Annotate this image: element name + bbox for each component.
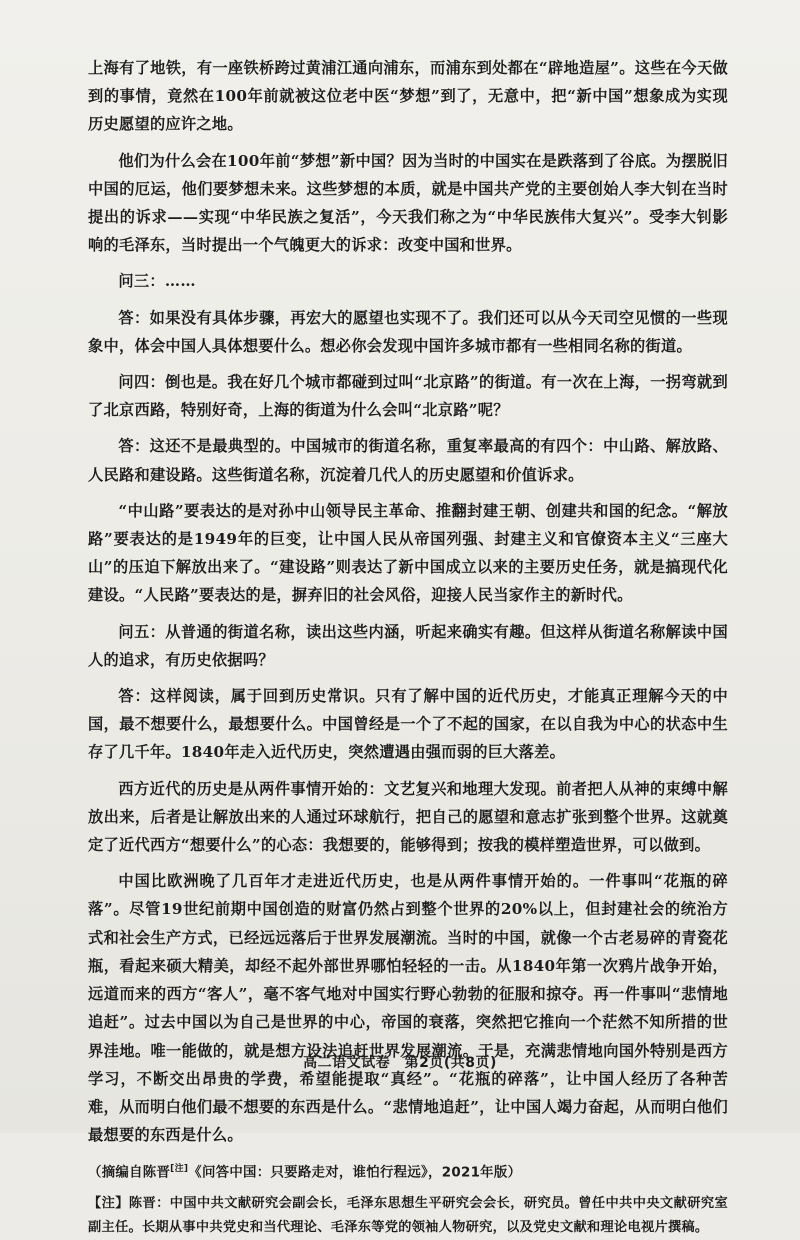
- paragraph: 他们为什么会在100年前“梦想”新中国？因为当时的中国实在是跌落到了谷底。为摆脱旧中国的厄运，他们要梦想未来。这些梦想的本质，就是中国共产党的主要创始人李大钊在当时提出的诉求——实现“中华民族之复活”，今天我们称之为“中华民族伟大复兴”。受李大钊影响的毛泽东，当时提出一个气魄更大的诉求：改变中国和世界。: [88, 151, 728, 255]
- question-4: 问四：倒也是。我在好几个城市都碰到过叫“北京路”的街道。有一次在上海，一拐弯就到了北京西路，特别好奇，上海的街道为什么会叫“北京路”呢？: [88, 373, 728, 420]
- paragraph: 上海有了地铁，有一座铁桥跨过黄浦江通向浦东，而浦东到处都在“辟地造屋”。这些在今天做到的事情，竟然在100年前就被这位老中医“梦想”到了，无意中，把“新中国”想象成为实现历史愿望的应许之地。: [88, 59, 728, 134]
- answer-5: 答：这样阅读，属于回到历史常识。只有了解中国的近代历史，才能真正理解今天的中国，最不想要什么，最想要什么。中国曾经是一个了不起的国家，在以自我为中心的状态中生存了几千年。1840年走入近代历史，突然遭遇由强而弱的巨大落差。: [88, 687, 728, 762]
- source-citation: [88, 1155, 728, 1188]
- answer-3: 答：如果没有具体步骤，再宏大的愿望也实现不了。我们还可以从今天司空见惯的一些现象中，体会中国人具体想要什么。想必你会发现中国许多城市都有一些相同名称的街道。: [88, 308, 728, 355]
- paragraph: 中国比欧洲晚了几百年才走进近代历史，也是从两件事情开始的。一件事叫“花瓶的碎落”。尽管19世纪前期中国创造的财富仍然占到整个世界的20%以上，但封建社会的统治方式和社会生产方式，已经远远落后于世界发展潮流。当时的中国，就像一个古老易碎的青瓷花瓶，看起来硕大精美，却经不起外部世界哪怕轻轻的一击。从1840年第一次鸦片战争开始，远道而来的西方“客人”，毫不客气地对中国实行野心勃勃的征服和掠夺。再一件事叫“悲情地追赶”。过去中国以为自己是世界的中心，帝国的衰落，突然把它推向一个茫然不知所措的世界洼地。唯一能做的，就是想方设法追赶世界发展潮流。于是，充满悲情地向国外特别是西方学习，不断交出昂贵的学费，希望能提取“真经”。“花瓶的碎落”，让中国人经历了各种苦难，从而明白他们最不想要的东西是什么。“悲情地追赶”，让中国人竭力奋起，从而明白他们最想要的东西是什么。: [88, 872, 728, 1145]
- source-title: 《问答中国：只要路走对，谁怕行程远》，2021年版）: [188, 1165, 522, 1181]
- page-footer: 高二语文试卷 第2页(共8页): [303, 1055, 497, 1071]
- note-mark: [注]: [170, 1164, 189, 1175]
- question-5: 问五：从普通的街道名称，读出这些内涵，听起来确实有趣。但这样从街道名称解读中国人的追求，有历史依据吗？: [88, 622, 728, 669]
- paragraph: “中山路”要表达的是对孙中山领导民主革命、推翻封建王朝、创建共和国的纪念。“解放路”要表达的是1949年的巨变，让中国人民从帝国列强、封建主义和官僚资本主义“三座大山”的压迫下解放出来了。“建设路”则表达了新中国成立以来的主要历史任务，就是搞现代化建设。“人民路”要表达的是，摒弃旧的社会风俗，迎接人民当家作主的新时代。: [88, 501, 728, 605]
- source-prefix: （摘编自陈晋: [88, 1165, 171, 1181]
- paragraph: 西方近代的历史是从两件事情开始的：文艺复兴和地理大发现。前者把人从神的束缚中解放出来，后者是让解放出来的人通过环球航行，把自己的愿望和意志扩张到整个世界。这就奠定了近代西方“想要什么”的心态：我想要的，能够得到；按我的模样塑造世界，可以做到。: [88, 779, 728, 855]
- author-note: 【注】陈晋：中国中共文献研究会副会长，毛泽东思想生平研究会会长，研究员。曾任中共中央文献研究室副主任。长期从事中共党史和当代理论、毛泽东等党的领袖人物研究，以及党史文献和理论电视片撰稿。: [88, 1195, 728, 1235]
- question-3: 问三：……: [118, 272, 196, 291]
- answer-4: 答：这还不是最典型的。中国城市的街道名称，重复率最高的有四个：中山路、解放路、人民路和建设路。这些街道名称，沉淀着几代人的历史愿望和价值诉求。: [88, 437, 728, 484]
